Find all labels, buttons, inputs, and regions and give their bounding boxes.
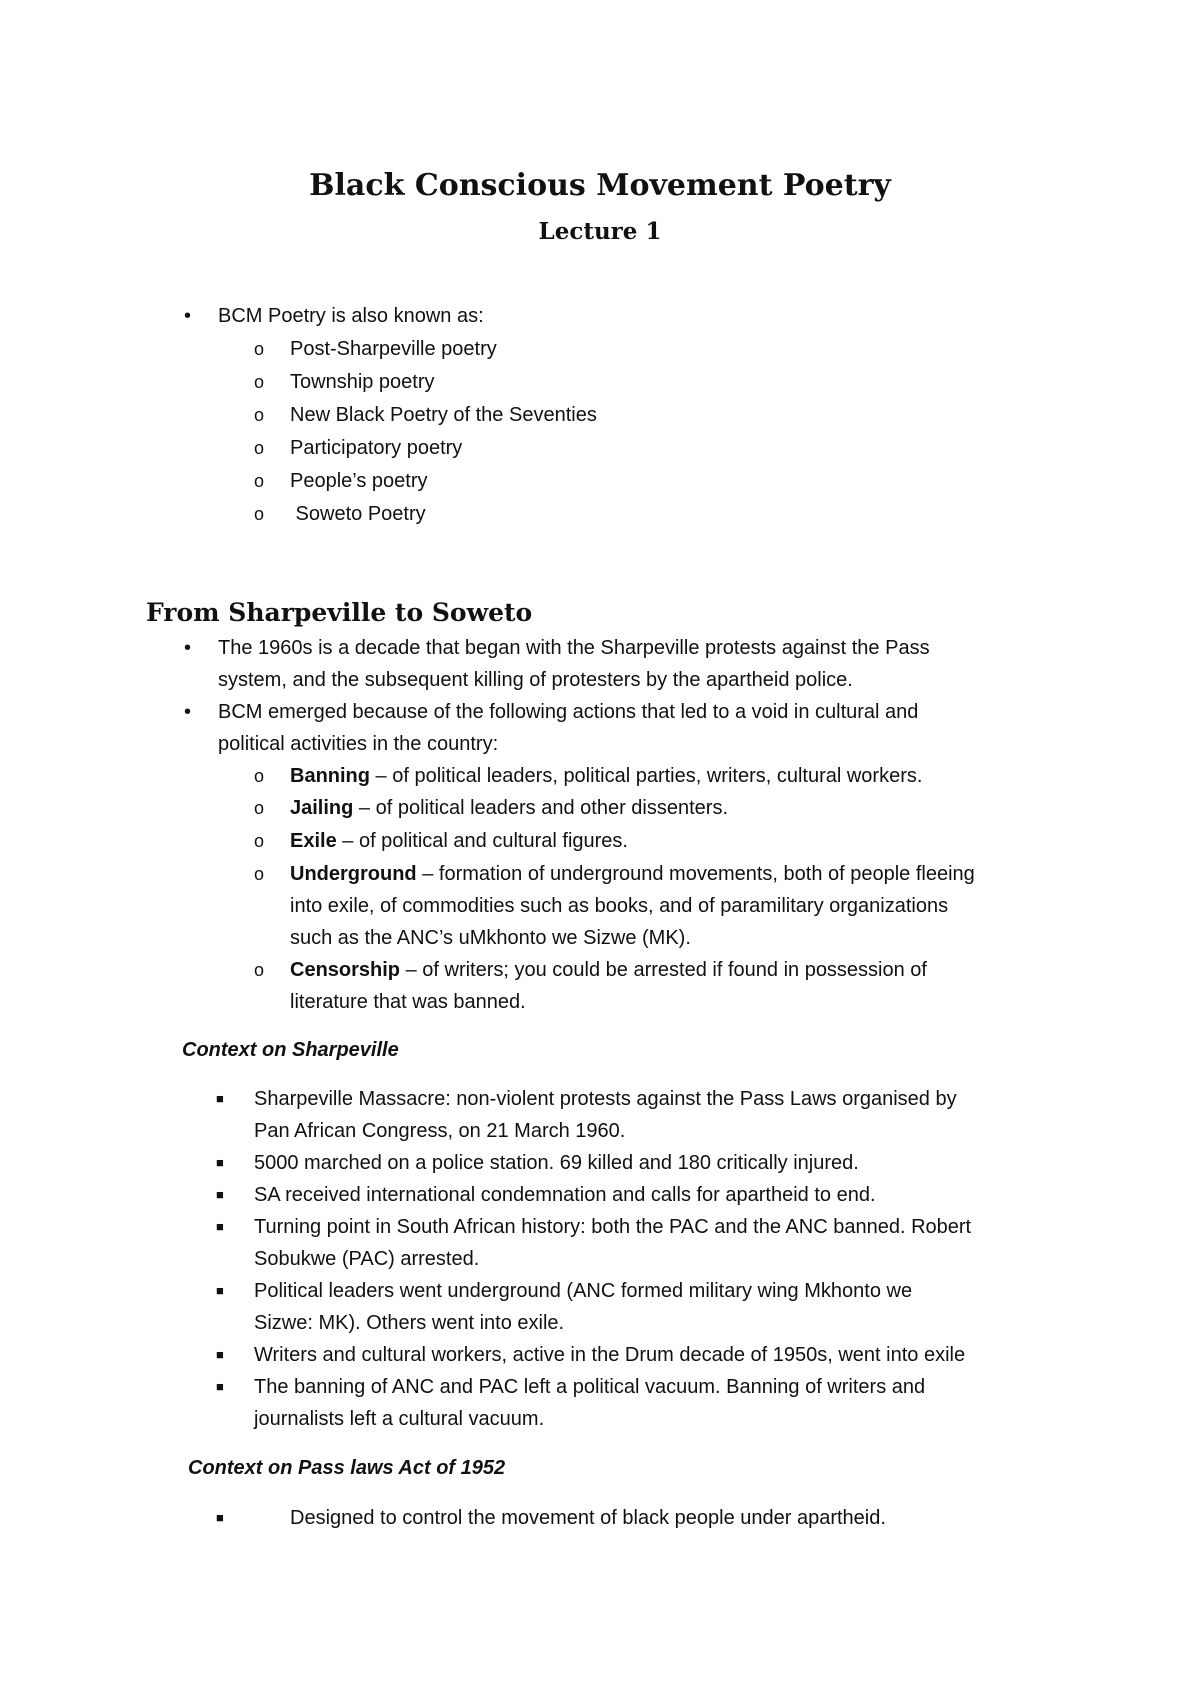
action-text: into exile, of commodities such as books, and of paramilitary organizations xyxy=(290,895,949,917)
square-bullet-icon: ■ xyxy=(216,1219,224,1234)
paragraph-line: political activities in the country: xyxy=(218,733,499,755)
square-bullet-icon: ■ xyxy=(216,1155,224,1170)
square-bullet-icon: ■ xyxy=(216,1283,224,1298)
square-bullet-icon: ■ xyxy=(216,1379,224,1394)
term: Censorship xyxy=(290,959,401,981)
section-heading: From Sharpeville to Soweto xyxy=(146,598,533,627)
paragraph-line: BCM emerged because of the following actions that led to a void in cultural and xyxy=(218,701,919,723)
circle-bullet-icon: o xyxy=(254,504,265,524)
square-bullet-icon: ■ xyxy=(216,1510,224,1525)
context-heading: Context on Pass laws Act of 1952 xyxy=(188,1457,506,1479)
page-title: Black Conscious Movement Poetry xyxy=(309,168,891,203)
paragraph-line: The 1960s is a decade that began with the Sharpeville protests against the Pass xyxy=(218,637,930,659)
list-item: journalists left a cultural vacuum. xyxy=(254,1408,545,1430)
action-text: – of political leaders and other dissenters. xyxy=(353,797,729,819)
context-heading: Context on Sharpeville xyxy=(182,1039,399,1061)
action-text: – formation of underground movements, both of people fleeing xyxy=(416,863,975,885)
action-text: – of writers; you could be arrested if found in possession of xyxy=(400,959,927,981)
circle-bullet-icon: o xyxy=(254,372,265,392)
list-item: Writers and cultural workers, active in the Drum decade of 1950s, went into exile xyxy=(254,1344,966,1366)
list-item: Political leaders went underground (ANC formed military wing Mkhonto we xyxy=(254,1280,913,1302)
action-text: such as the ANC’s uMkhonto we Sizwe (MK). xyxy=(290,927,691,949)
action-item-jailing xyxy=(290,792,728,824)
action-item-underground xyxy=(290,858,975,890)
action-text: – of political leaders, political parties, writers, cultural workers. xyxy=(370,765,923,787)
action-item-banning xyxy=(290,760,922,792)
list-item: Post-Sharpeville poetry xyxy=(290,338,497,360)
list-item: The banning of ANC and PAC left a political vacuum. Banning of writers and xyxy=(254,1376,926,1398)
action-text: literature that was banned. xyxy=(290,991,526,1013)
circle-bullet-icon: o xyxy=(254,960,265,980)
action-item-censorship xyxy=(290,954,927,986)
bullet-dot-icon: • xyxy=(184,701,192,723)
bullet-dot-icon: • xyxy=(184,305,192,327)
action-item-exile xyxy=(290,825,628,857)
list-item: Soweto Poetry xyxy=(290,503,426,525)
list-item: Turning point in South African history: both the PAC and the ANC banned. Robert xyxy=(254,1216,972,1238)
square-bullet-icon: ■ xyxy=(216,1347,224,1362)
page-subtitle: Lecture 1 xyxy=(538,218,662,245)
intro-lead: BCM Poetry is also known as: xyxy=(218,305,484,327)
list-item: Sizwe: MK). Others went into exile. xyxy=(254,1312,565,1334)
term: Underground xyxy=(290,863,417,885)
list-item: New Black Poetry of the Seventies xyxy=(290,404,597,426)
list-item: SA received international condemnation and calls for apartheid to end. xyxy=(254,1184,876,1206)
circle-bullet-icon: o xyxy=(254,405,265,425)
circle-bullet-icon: o xyxy=(254,798,265,818)
circle-bullet-icon: o xyxy=(254,831,265,851)
square-bullet-icon: ■ xyxy=(216,1091,224,1106)
term: Exile xyxy=(290,830,337,852)
square-bullet-icon: ■ xyxy=(216,1187,224,1202)
action-text: – of political and cultural figures. xyxy=(336,830,628,852)
bullet-dot-icon: • xyxy=(184,637,192,659)
circle-bullet-icon: o xyxy=(254,339,265,359)
list-item: Sharpeville Massacre: non-violent protests against the Pass Laws organised by xyxy=(254,1088,957,1110)
list-item: Pan African Congress, on 21 March 1960. xyxy=(254,1120,626,1142)
circle-bullet-icon: o xyxy=(254,864,265,884)
circle-bullet-icon: o xyxy=(254,438,265,458)
list-item: Designed to control the movement of black people under apartheid. xyxy=(290,1507,886,1529)
term: Banning xyxy=(290,765,370,787)
list-item: Participatory poetry xyxy=(290,437,463,459)
list-item: Township poetry xyxy=(290,371,435,393)
term: Jailing xyxy=(290,797,354,819)
circle-bullet-icon: o xyxy=(254,471,265,491)
circle-bullet-icon: o xyxy=(254,766,265,786)
paragraph-line: system, and the subsequent killing of protesters by the apartheid police. xyxy=(218,669,853,691)
list-item: Sobukwe (PAC) arrested. xyxy=(254,1248,480,1270)
list-item: People’s poetry xyxy=(290,470,428,492)
list-item: 5000 marched on a police station. 69 killed and 180 critically injured. xyxy=(254,1152,859,1174)
